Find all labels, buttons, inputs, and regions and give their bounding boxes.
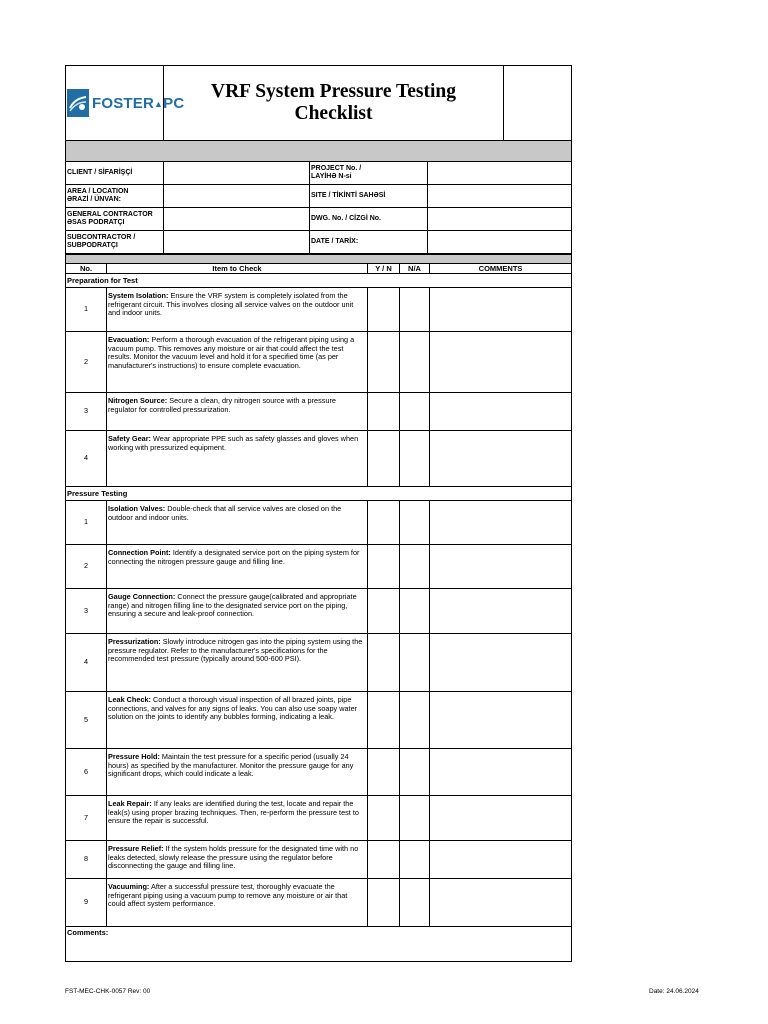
item-number: 6 (66, 749, 107, 796)
logo-triangle-icon: ▲ (154, 98, 164, 109)
item-heading: Leak Check: (108, 695, 151, 704)
dwg-label: DWG. No. / CİZGİ No. (310, 208, 428, 231)
item-description (107, 332, 368, 393)
na-cell[interactable] (400, 393, 430, 431)
date-label: DATE / TARİX: (310, 231, 428, 254)
comments-cell[interactable] (430, 545, 572, 589)
site-value[interactable] (428, 185, 572, 208)
item-number: 4 (66, 431, 107, 487)
column-header-row (66, 264, 572, 274)
item-text: Double-check that all service valves are closed on the outdoor and indoor units. (108, 504, 342, 522)
item-number: 1 (66, 288, 107, 332)
section-title: Preparation for Test (66, 274, 572, 288)
item-heading: Safety Gear: (108, 434, 151, 443)
checklist-row (66, 431, 572, 487)
na-cell[interactable] (400, 879, 430, 927)
item-text: Wear appropriate PPE such as safety glasses and gloves when working with pressurized equipment. (108, 434, 359, 452)
comments-cell[interactable] (430, 879, 572, 927)
yes-no-cell[interactable] (368, 393, 400, 431)
checklist-table (65, 254, 572, 962)
item-description (107, 879, 368, 927)
item-description (107, 634, 368, 692)
item-text: If the system holds pressure for the designated time with no leaks detected, slowly release the pressure using the regulator before disconnecting the gauge and filling line. (108, 844, 359, 871)
item-description (107, 545, 368, 589)
checklist-form (65, 65, 571, 962)
item-description (107, 841, 368, 879)
comments-row (66, 927, 572, 962)
project-label-line-1: PROJECT No. / (311, 165, 362, 172)
na-cell[interactable] (400, 589, 430, 634)
company-logo (66, 89, 185, 117)
title-line-2: Checklist (294, 103, 373, 124)
item-description (107, 393, 368, 431)
comments-cell[interactable] (430, 431, 572, 487)
gc-label (66, 208, 164, 231)
grey-band (66, 141, 572, 162)
col-yn-header: Y / N (368, 264, 400, 274)
yes-no-cell[interactable] (368, 431, 400, 487)
comments-cell[interactable] (430, 332, 572, 393)
col-no-header: No. (66, 264, 107, 274)
na-cell[interactable] (400, 634, 430, 692)
item-heading: Leak Repair: (108, 799, 152, 808)
comments-cell[interactable] (430, 634, 572, 692)
item-heading: Evacuation: (108, 335, 150, 344)
item-heading: Pressurization: (108, 637, 161, 646)
yes-no-cell[interactable] (368, 692, 400, 749)
col-item-header: Item to Check (107, 264, 368, 274)
gc-label-line-1: GENERAL CONTRACTOR (67, 211, 153, 218)
sub-label (66, 231, 164, 254)
item-number: 5 (66, 692, 107, 749)
client-label: CLIENT / SİFARİŞÇİ (66, 162, 164, 185)
comments-cell[interactable] (430, 589, 572, 634)
item-description (107, 749, 368, 796)
yes-no-cell[interactable] (368, 545, 400, 589)
na-cell[interactable] (400, 501, 430, 545)
checklist-row (66, 332, 572, 393)
comments-cell[interactable] (430, 393, 572, 431)
comments-cell[interactable] (430, 692, 572, 749)
item-text: Slowly introduce nitrogen gas into the piping system using the pressure regulator. Refer to the manufacturer's specifications for the recommended test pressure (typically around 500-600 PSI). (108, 637, 363, 664)
na-cell[interactable] (400, 749, 430, 796)
item-description (107, 692, 368, 749)
checklist-row (66, 545, 572, 589)
grey-divider (66, 255, 572, 264)
item-description (107, 431, 368, 487)
checklist-row (66, 879, 572, 927)
comments-label[interactable]: Comments: (66, 927, 572, 962)
item-heading: Connection Point: (108, 548, 171, 557)
checklist-row (66, 841, 572, 879)
item-text: Conduct a thorough visual inspection of all brazed joints, pipe connections, and valves for any signs of leaks. You can also use soapy water solution on the joints to identify any bubbles forming, indicating a leak. (108, 695, 358, 722)
yes-no-cell[interactable] (368, 589, 400, 634)
item-text: Identify a designated service port on the piping system for connecting the nitrogen pressure gauge and filling line. (108, 548, 360, 566)
comments-cell[interactable] (430, 841, 572, 879)
header-blank-cell (504, 66, 572, 141)
yes-no-cell[interactable] (368, 879, 400, 927)
col-comments-header: COMMENTS (430, 264, 572, 274)
area-label-line-1: AREA / LOCATION (67, 188, 129, 195)
item-number: 1 (66, 501, 107, 545)
item-description (107, 501, 368, 545)
item-number: 3 (66, 589, 107, 634)
item-heading: Pressure Relief: (108, 844, 164, 853)
comments-cell[interactable] (430, 288, 572, 332)
item-number: 3 (66, 393, 107, 431)
title-line-1: VRF System Pressure Testing (210, 81, 457, 102)
logo-cell (66, 66, 185, 141)
gc-label-line-2: ƏSAS PODRATÇI (67, 219, 125, 226)
item-text: Connect the pressure gauge(calibrated and appropriate range) and nitrogen filling line to the designated service port on the piping, ensuring a secure and leak-proof connection. (108, 592, 357, 619)
footer-date: Date: 24.06.2024 (649, 988, 699, 995)
sub-label-line-2: SUBPODRATÇI (67, 242, 118, 249)
logo-text-suffix: PC (163, 94, 185, 112)
yes-no-cell[interactable] (368, 841, 400, 879)
dwg-value[interactable] (428, 208, 572, 231)
item-description (107, 589, 368, 634)
item-text: Ensure the VRF system is completely isolated from the refrigerant circuit. This involves closing all service valves on the outdoor unit and indoor units. (108, 291, 354, 318)
section-title: Pressure Testing (66, 487, 572, 501)
item-text: Secure a clean, dry nitrogen source with a pressure regulator for controlled pressurization. (108, 396, 336, 414)
comments-cell[interactable] (430, 501, 572, 545)
item-number: 8 (66, 841, 107, 879)
project-value[interactable] (428, 162, 572, 185)
item-text: If any leaks are identified during the test, locate and repair the leak(s) using proper brazing techniques. Then, re-perform the pressure test to ensure the repair is successful. (108, 799, 359, 826)
yes-no-cell[interactable] (368, 634, 400, 692)
na-cell[interactable] (400, 796, 430, 841)
item-heading: System Isolation: (108, 291, 169, 300)
gc-value[interactable] (164, 208, 310, 231)
area-value[interactable] (164, 185, 310, 208)
info-table (65, 141, 572, 254)
checklist-row (66, 288, 572, 332)
item-heading: Vacuuming: (108, 882, 150, 891)
area-label-line-2: ƏRAZİ / ÜNVAN: (67, 196, 121, 203)
item-text: After a successful pressure test, thoroughly evacuate the refrigerant piping using a vacuum pump to remove any moisture or air that could affect system performance. (108, 882, 348, 909)
item-number: 4 (66, 634, 107, 692)
project-label-line-2: LAYİHƏ N-si (311, 173, 352, 180)
header-table (65, 65, 572, 141)
na-cell[interactable] (400, 841, 430, 879)
item-text: Maintain the test pressure for a specific period (usually 24 hours) as specified by the manufacturer. Monitor the pressure gauge for any significant drops, which could indicate a leak. (108, 752, 354, 779)
sub-label-line-1: SUBCONTRACTOR / (67, 234, 136, 241)
checklist-row (66, 749, 572, 796)
logo-text: FOSTER (92, 94, 155, 112)
item-heading: Isolation Valves: (108, 504, 166, 513)
comments-cell[interactable] (430, 749, 572, 796)
item-description (107, 796, 368, 841)
item-number: 9 (66, 879, 107, 927)
col-na-header: N/A (400, 264, 430, 274)
na-cell[interactable] (400, 692, 430, 749)
yes-no-cell[interactable] (368, 501, 400, 545)
yes-no-cell[interactable] (368, 332, 400, 393)
na-cell[interactable] (400, 332, 430, 393)
na-cell[interactable] (400, 288, 430, 332)
item-number: 2 (66, 332, 107, 393)
item-text: Perform a thorough evacuation of the refrigerant piping using a vacuum pump. This removes any moisture or air that could affect the test results. Monitor the vacuum level and hold it for a specified time (as per manufacturer's instructions) to ensure complete evacuation. (108, 335, 355, 370)
date-value[interactable] (428, 231, 572, 254)
document-title (164, 66, 504, 141)
checklist-row (66, 634, 572, 692)
item-heading: Gauge Connection: (108, 592, 176, 601)
yes-no-cell[interactable] (368, 288, 400, 332)
checklist-row (66, 692, 572, 749)
yes-no-cell[interactable] (368, 749, 400, 796)
checklist-row (66, 393, 572, 431)
na-cell[interactable] (400, 545, 430, 589)
item-description (107, 288, 368, 332)
na-cell[interactable] (400, 431, 430, 487)
comments-cell[interactable] (430, 796, 572, 841)
logo-mark-icon (67, 89, 89, 117)
project-label (310, 162, 428, 185)
checklist-row (66, 589, 572, 634)
section-header-row (66, 487, 572, 501)
site-label: SITE / TİKİNTİ SAHƏSİ (310, 185, 428, 208)
item-heading: Pressure Hold: (108, 752, 160, 761)
checklist-row (66, 796, 572, 841)
item-number: 7 (66, 796, 107, 841)
footer-doc-ref: FST-MEC-CHK-0057 Rev: 00 (65, 988, 151, 995)
item-number: 2 (66, 545, 107, 589)
section-header-row (66, 274, 572, 288)
client-value[interactable] (164, 162, 310, 185)
area-label (66, 185, 164, 208)
checklist-row (66, 501, 572, 545)
yes-no-cell[interactable] (368, 796, 400, 841)
sub-value[interactable] (164, 231, 310, 254)
item-heading: Nitrogen Source: (108, 396, 168, 405)
